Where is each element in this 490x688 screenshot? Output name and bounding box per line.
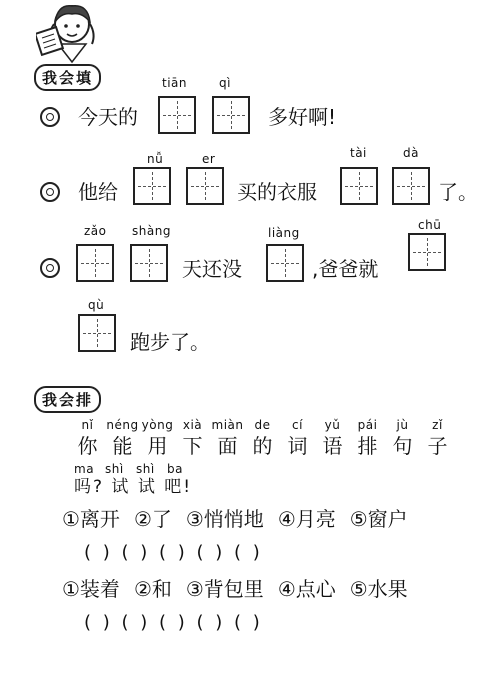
answer-box-tai[interactable] [340,167,378,205]
word-option: ⑤窗户 [349,507,408,531]
q2-text-before: 他给 [78,180,118,204]
instruction-row-2 [74,462,198,498]
pinyin-zao: zǎo [84,224,107,238]
q1-text-before: 今天的 [78,105,138,129]
instr-pinyin: yòng [141,418,174,432]
instr-char: 能 [112,434,133,458]
instr-pinyin: néng [106,418,139,432]
instr-pinyin: pái [357,418,378,432]
instruction-pinyin-row [70,418,455,432]
instr-pinyin: yǔ [324,418,341,432]
instr-char: 词 [287,434,308,458]
word-option: ⑤水果 [349,577,408,601]
instr-pinyin: jù [396,418,409,432]
instr2-pinyin: ba [167,462,183,476]
pinyin-tai: tài [350,146,367,160]
instr-char: 句 [392,434,413,458]
instr-char: 下 [182,434,203,458]
instruction2-pinyin-row [74,462,198,476]
q1-text-after: 多好啊! [268,105,337,129]
q3-text-a: 天还没 [182,257,242,281]
q3-text-b: ,爸爸就 [312,257,379,281]
section-label-order [34,386,101,413]
flower-bullet-icon [40,258,60,278]
word-option: ④月亮 [277,507,336,531]
q2-text-after: 了。 [438,180,478,204]
answer-box-er[interactable] [186,167,224,205]
answer-box-chu[interactable] [408,233,446,271]
pinyin-nu: nǚ [147,152,164,166]
pinyin-qu: qù [88,298,105,312]
word-option: ③悄悄地 [185,507,264,531]
instr-char: 的 [252,434,273,458]
word-option: ④点心 [277,577,336,601]
word-option: ①离开 [62,507,120,531]
flower-bullet-icon [40,182,60,202]
q3-text-c: 跑步了。 [130,330,210,354]
answer-box-shang[interactable] [130,244,168,282]
instr-pinyin: xià [182,418,203,432]
pinyin-qi: qì [219,76,231,90]
answer-box-qu[interactable] [78,314,116,352]
answer-box-tian[interactable] [158,96,196,134]
pinyin-chu: chū [418,218,442,232]
section-label-order-text: 我会排 [42,391,94,409]
instr-char: 你 [77,434,98,458]
instr-pinyin: cí [292,418,303,432]
instr-pinyin: miàn [211,418,244,432]
word-option: ③背包里 [185,577,264,601]
instr2-pinyin: ma [74,462,95,476]
word-option: ②和 [133,577,172,601]
girl-reading-illustration [36,2,106,64]
q2-text-middle: 买的衣服 [237,180,317,204]
instr-char: 子 [427,434,448,458]
pinyin-da: dà [403,146,419,160]
answer-box-da[interactable] [392,167,430,205]
flower-bullet-icon [40,107,60,127]
instr-char: 用 [147,434,168,458]
word-option: ①装着 [62,577,120,601]
exercise1-words [62,507,408,531]
instruction2-text: 吗? 试 试 吧! [74,477,193,497]
pinyin-er: er [202,152,216,166]
instr-char: 面 [217,434,238,458]
instruction-row [70,418,470,462]
exercise2-words [62,577,408,601]
instr-char: 排 [357,434,378,458]
instr2-pinyin: shì [105,462,124,476]
answer-box-liang[interactable] [266,244,304,282]
instr-pinyin: nǐ [81,418,94,432]
instr-pinyin: de [254,418,271,432]
section-label-fill [34,64,101,91]
instr2-pinyin: shì [136,462,155,476]
pinyin-shang: shàng [132,224,171,238]
exercise2-answer-blanks[interactable]: ( ) ( ) ( ) ( ) ( ) [84,612,263,633]
answer-box-zao[interactable] [76,244,114,282]
answer-box-qi[interactable] [212,96,250,134]
section-label-fill-text: 我会填 [42,69,94,87]
instr-char: 语 [322,434,343,458]
word-option: ②了 [133,507,172,531]
exercise1-answer-blanks[interactable]: ( ) ( ) ( ) ( ) ( ) [84,542,263,563]
instr-pinyin: zǐ [432,418,443,432]
answer-box-nu[interactable] [133,167,171,205]
instruction-char-row [70,434,455,458]
pinyin-liang: liàng [268,226,300,240]
pinyin-tian: tiān [162,76,187,90]
